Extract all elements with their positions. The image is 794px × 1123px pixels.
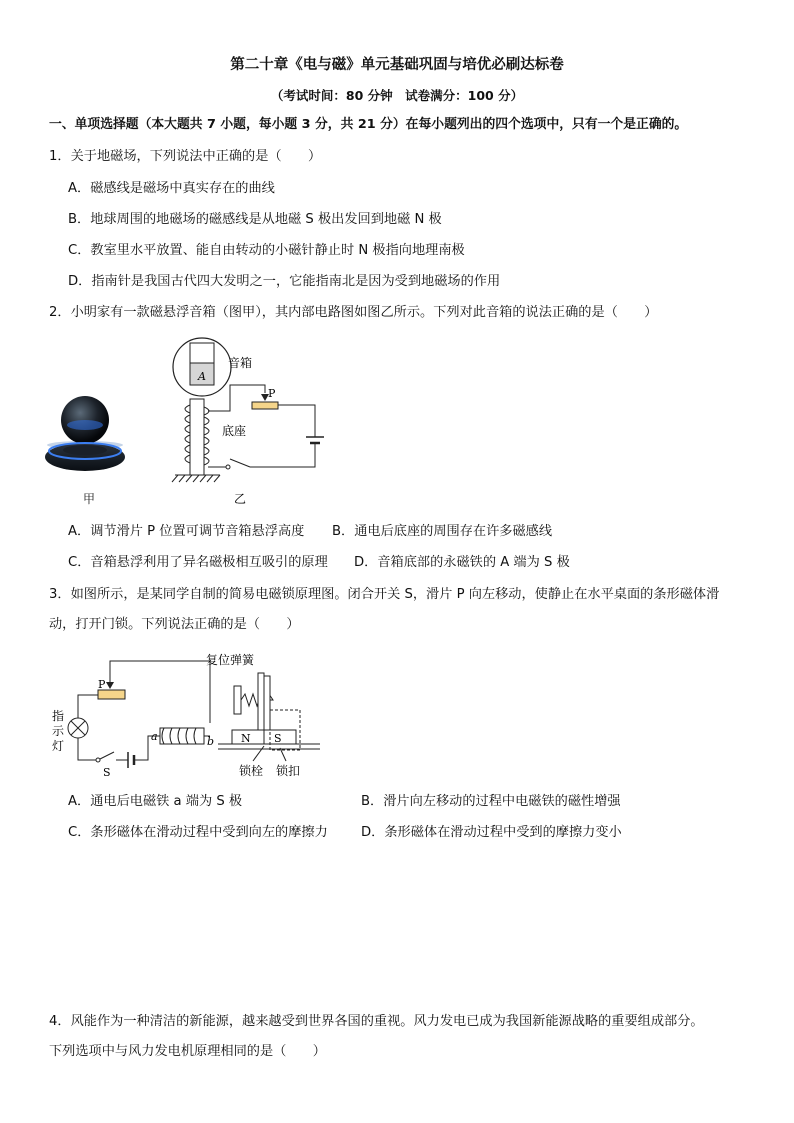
fig-label-speaker: 音箱	[228, 356, 253, 370]
q1-option-a: A．磁感线是磁场中真实存在的曲线	[68, 181, 275, 196]
q3-fig-label-lamp2: 示	[52, 724, 65, 738]
q2-option-b: B．通电后底座的周围存在许多磁感线	[332, 524, 553, 539]
q3-option-d: D．条形磁体在滑动过程中受到的摩擦力变小	[361, 825, 622, 840]
q1-option-b: B．地球周围的地磁场的磁感线是从地磁 S 极出发回到地磁 N 极	[68, 212, 442, 227]
q3-fig-label-s: S	[103, 766, 111, 779]
page-subtitle: （考试时间：80 分钟 试卷满分：100 分）	[270, 88, 524, 103]
q3-figure	[48, 648, 338, 783]
fig-label-p: P	[268, 387, 276, 400]
q3-fig-label-b: b	[207, 735, 215, 748]
fig-label-jia: 甲	[82, 492, 96, 506]
q3-fig-label-catch: 锁扣	[276, 764, 301, 778]
fig-label-base: 底座	[222, 424, 247, 438]
q3-fig-label-lamp1: 指	[52, 709, 65, 723]
q2-figure-jia	[45, 395, 130, 510]
q1-stem: 1．关于地磁场，下列说法中正确的是（ ）	[49, 149, 322, 164]
fig-label-yi: 乙	[233, 492, 247, 506]
q3-stem-line1: 3．如图所示，是某同学自制的简易电磁锁原理图。闭合开关 S，滑片 P 向左移动，使静止在水平桌面的条形磁体滑	[49, 587, 720, 602]
q2-figure-yi	[170, 335, 330, 510]
q3-option-c: C．条形磁体在滑动过程中受到向左的摩擦力	[68, 825, 328, 840]
q3-fig-label-spring: 复位弹簧	[206, 653, 255, 667]
q3-fig-label-bolt: 锁栓	[239, 764, 264, 778]
q2-option-a: A．调节滑片 P 位置可调节音箱悬浮高度	[68, 524, 305, 539]
q3-fig-label-lamp3: 灯	[52, 739, 65, 753]
q3-fig-label-sm: S	[274, 732, 282, 745]
q3-option-a: A．通电后电磁铁 a 端为 S 极	[68, 794, 243, 809]
q3-option-b: B．滑片向左移动的过程中电磁铁的磁性增强	[361, 794, 621, 809]
section-heading: 一、单项选择题（本大题共 7 小题，每小题 3 分，共 21 分）在每小题列出的四个选项中，只有一个是正确的。	[49, 117, 688, 132]
q2-stem: 2．小明家有一款磁悬浮音箱（图甲），其内部电路图如图乙所示。下列对此音箱的说法正确的是（ ）	[49, 305, 658, 320]
q3-fig-label-a: a	[151, 730, 158, 743]
fig-label-a: A	[198, 370, 206, 383]
q3-fig-label-p: P	[98, 678, 106, 691]
q1-option-d: D．指南针是我国古代四大发明之一，它能指南北是因为受到地磁场的作用	[68, 274, 501, 289]
q3-stem-line2: 动，打开门锁。下列说法正确的是（ ）	[49, 617, 300, 632]
q2-option-c: C．音箱悬浮利用了异名磁极相互吸引的原理	[68, 555, 328, 570]
q2-option-d: D．音箱底部的永磁铁的 A 端为 S 极	[354, 555, 570, 570]
q4-stem-line1: 4．风能作为一种清洁的新能源，越来越受到世界各国的重视。风力发电已成为我国新能源战略的重要组成部分。	[49, 1014, 704, 1029]
q4-stem-line2: 下列选项中与风力发电机原理相同的是（ ）	[49, 1044, 326, 1059]
q3-fig-label-n: N	[241, 732, 251, 745]
q1-option-c: C．教室里水平放置、能自由转动的小磁针静止时 N 极指向地理南极	[68, 243, 465, 258]
page-title: 第二十章《电与磁》单元基础巩固与培优必刷达标卷	[230, 57, 564, 73]
